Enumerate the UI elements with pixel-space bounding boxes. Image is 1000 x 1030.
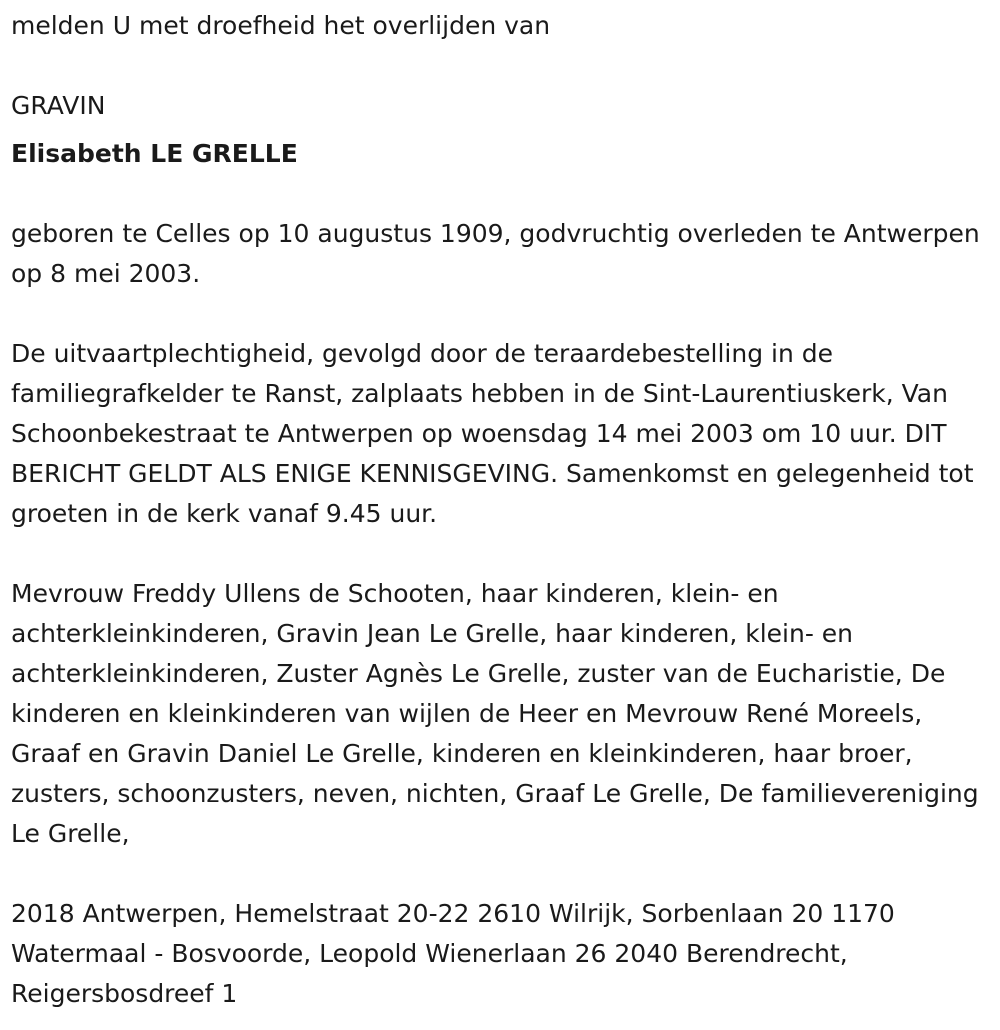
obituary-notice	[11, 6, 996, 1014]
deceased-name: Elisabeth LE GRELLE	[11, 139, 298, 168]
spacer	[11, 534, 996, 574]
spacer	[11, 854, 996, 894]
family-paragraph: Mevrouw Freddy Ullens de Schooten, haar kinderen, klein- en achterkleinkinderen, Gravin Jean Le Grelle, haar kinderen, klein- en achterkleinkinderen, Zuster Agnès Le Grelle, zuster van de Eucharistie, De kinderen en kleinkinderen van wijlen de Heer en Mevrouw René Moreels, Graaf en Gravin Daniel Le Grelle, kinderen en kleinkinderen, haar broer, zusters, schoonzusters, neven, nichten, Graaf Le Grelle, De familievereniging Le Grelle,	[11, 579, 979, 848]
intro-text: melden U met droefheid het overlijden van	[11, 11, 551, 40]
spacer	[11, 174, 996, 214]
spacer	[11, 294, 996, 334]
deceased-title: GRAVIN	[11, 91, 106, 120]
ceremony-paragraph: De uitvaartplechtigheid, gevolgd door de teraardebestelling in de familiegrafkelder te Ranst, zalplaats hebben in de Sint-Laurentiuskerk, Van Schoonbekestraat te Antwerpen op woensdag 14 mei 2003 om 10 uur. DIT BERICHT GELDT ALS ENIGE KENNISGEVING. Samenkomst en gelegenheid tot groeten in de kerk vanaf 9.45 uur.	[11, 339, 974, 528]
addresses-paragraph: 2018 Antwerpen, Hemelstraat 20-22 2610 Wilrijk, Sorbenlaan 20 1170 Watermaal - Bosvoorde, Leopold Wienerlaan 26 2040 Berendrecht, Reigersbosdreef 1	[11, 899, 895, 1008]
birth-death-paragraph: geboren te Celles op 10 augustus 1909, godvruchtig overleden te Antwerpen op 8 mei 2003.	[11, 219, 980, 288]
